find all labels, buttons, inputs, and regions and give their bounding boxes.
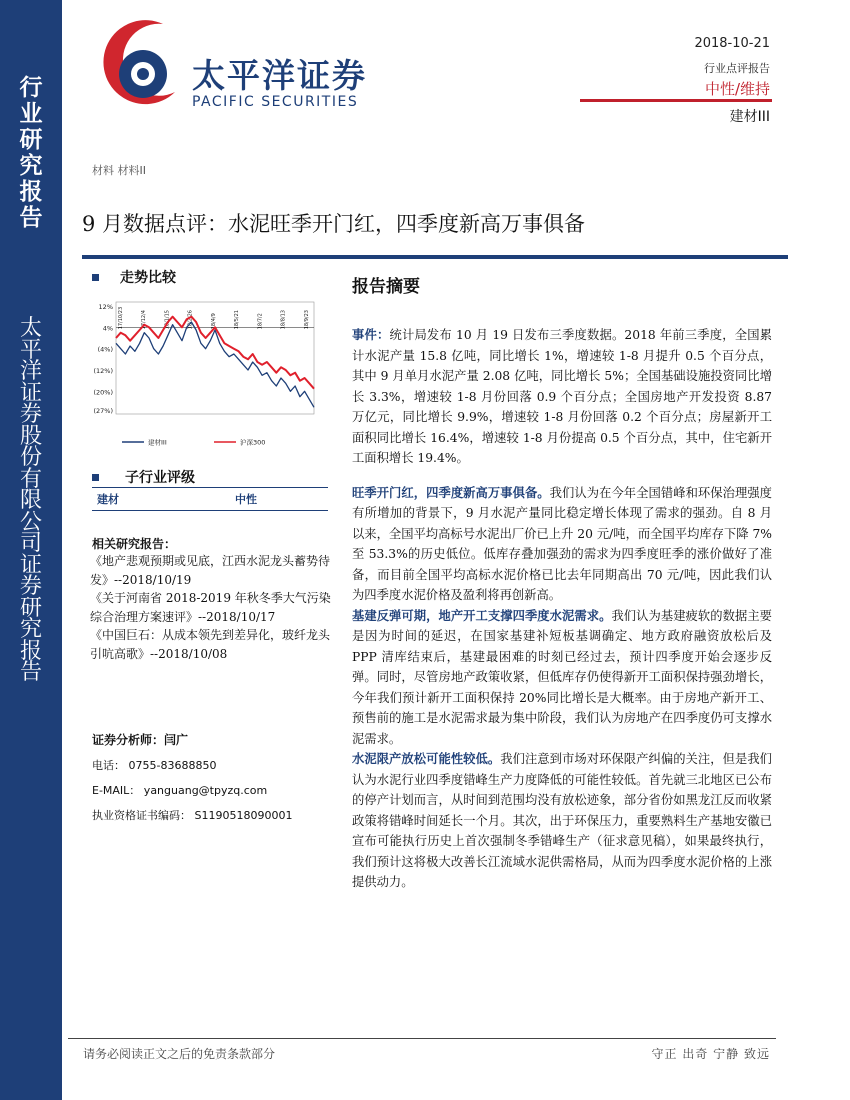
footer-motto: 守正 出奇 宁静 致远 bbox=[651, 1047, 770, 1061]
y-tick-label: 12% bbox=[98, 303, 113, 311]
abstract-paragraph bbox=[352, 606, 772, 750]
analyst-phone: 电话： 0755-83688850 bbox=[92, 759, 217, 772]
sidebar bbox=[0, 0, 62, 1100]
y-tick-label: (20%) bbox=[93, 388, 113, 397]
analyst-heading: 证券分析师：闫广 bbox=[92, 733, 189, 747]
y-tick-label: 4% bbox=[102, 324, 113, 333]
report-date: 2018-10-21 bbox=[694, 36, 770, 51]
x-tick-label: 18/9/23 bbox=[304, 310, 310, 330]
logo-name-en: PACIFIC SECURITIES bbox=[192, 94, 359, 110]
x-tick-label: 18/5/21 bbox=[234, 310, 241, 330]
related-item[interactable]: 《中国巨石：从成本领先到差异化，玻纤龙头引吭高歌》--2018/10/08 bbox=[90, 628, 331, 661]
related-heading: 相关研究报告： bbox=[92, 537, 177, 551]
x-tick-label: 18/4/9 bbox=[211, 313, 217, 330]
y-tick-label: (27%) bbox=[93, 407, 113, 415]
abstract-paragraph bbox=[352, 483, 772, 606]
x-tick-label: 18/1/15 bbox=[164, 310, 171, 330]
analyst-cert: 执业资格证书编码： S1190518090001 bbox=[92, 809, 293, 822]
y-tick-label: (12%) bbox=[93, 367, 113, 375]
paragraph-lead: 基建反弹可期，地产开工支撑四季度水泥需求。 bbox=[352, 607, 612, 623]
abstract-paragraph bbox=[352, 749, 772, 893]
paragraph-lead: 旺季开门红，四季度新高万事俱备。 bbox=[352, 484, 550, 500]
sub-rating-name: 建材 bbox=[97, 493, 119, 506]
bullet-square bbox=[92, 474, 99, 481]
abstract-heading: 报告摘要 bbox=[352, 277, 420, 297]
sidebar-bottom-label: 太 平 洋 证 券 股 份 有 限 公 司 证 券 研 究 报 告 bbox=[19, 316, 42, 685]
footer-divider bbox=[68, 1038, 776, 1039]
paragraph-lead: 事件： bbox=[352, 327, 390, 342]
legend-label: 沪深300 bbox=[240, 438, 266, 447]
sub-rating-heading: 子行业评级 bbox=[125, 470, 195, 486]
sub-rating-value: 中性 bbox=[235, 493, 257, 506]
abstract-paragraph bbox=[352, 325, 772, 469]
abstract-body bbox=[352, 325, 772, 893]
sidebar-top-label: 行 业 研 究 报 告 bbox=[19, 74, 43, 231]
related-list bbox=[90, 552, 334, 663]
report-title: 9 月数据点评：水泥旺季开门红，四季度新高万事俱备 bbox=[82, 212, 586, 236]
x-tick-label: 17/10/23 bbox=[118, 306, 124, 330]
series-line bbox=[116, 322, 314, 407]
paragraph-lead: 水泥限产放松可能性较低。 bbox=[352, 751, 501, 766]
report-type: 行业点评报告 bbox=[704, 62, 770, 75]
x-tick-label: 18/8/13 bbox=[280, 310, 287, 330]
logo-name-cn: 太平洋证券 bbox=[192, 56, 367, 95]
analyst-email[interactable]: E-MAIL： yanguang@tpyzq.com bbox=[92, 784, 268, 797]
company-logo bbox=[93, 18, 183, 114]
paragraph-text: 我们认为基建疲软的数据主要是因为时间的延迟，在国家基建补短板基调确定、地方政府融资放松后及 PPP 清库结束后，基建最困难的时刻已经过去，预计四季度开始会逐步反弹。同时，尽管房地产政策收紧，但低库存仍使得新开工面积保持强劲增长，今年我们预计新开工面积保持 20%同比增长是大概率。由于房地产新开工、预售前的施工是水泥需求最为集中阶段，我们认为房地产在四季度仍可支撑水泥需求。 bbox=[352, 608, 772, 746]
sector: 建材III bbox=[729, 109, 770, 125]
related-item[interactable]: 《地产悲观预期或见底，江西水泥龙头蓄势待发》--2018/10/19 bbox=[90, 554, 331, 587]
table-divider bbox=[92, 487, 328, 488]
paragraph-text: 统计局发布 10 月 19 日发布三季度数据。2018 年前三季度，全国累计水泥产量 15.8 亿吨，同比增长 1%，增速较 1-8 月提升 0.5 个百分点，其中 9 月单月水泥产量 2.08 亿吨，同比增长 5%；全国基础设施投资同比增长 3.3%，增速较 1-8 月份回落 0.9 个百分点；全国房地产开发投资 8.87 万亿元，同比增长 9.9%，增速较 1-8 月份回落 0.2 个百分点；房屋新开工面积同比增长 16.4%，增速较 1-8 月份提高 0.5 个百分点，其中，住宅新开工面积增长 19.4%。 bbox=[352, 328, 772, 465]
legend-label: 建材III bbox=[148, 438, 167, 447]
footer-disclaimer: 请务必阅读正文之后的免责条款部分 bbox=[83, 1047, 276, 1061]
related-item[interactable]: 《关于河南省 2018-2019 年秋冬季大气污染综合治理方案速评》--2018/10/17 bbox=[90, 591, 331, 624]
bullet-square bbox=[92, 274, 99, 281]
paragraph-text: 我们注意到市场对环保限产纠偏的关注，但是我们认为水泥行业四季度错峰生产力度降低的可能性较低。首先就三北地区已公布的停产计划而言，从时间到范围均没有放松迹象，部分省份如黑龙江反而收紧政策将错峰时间延长一个月。其次，出于环保压力，重要熟料生产基地安徽已宣布可能执行历史上首次强制冬季错峰生产（征求意见稿），如果最终执行，我们预计这将极大改善长江流域水泥供需格局，从而为四季度水泥价格的上涨提供动力。 bbox=[352, 752, 772, 889]
header-divider bbox=[580, 99, 772, 102]
trend-chart bbox=[92, 296, 332, 452]
y-tick-label: (4%) bbox=[97, 345, 113, 354]
x-tick-label: 17/12/4 bbox=[141, 310, 148, 330]
paragraph-text: 我们认为在今年全国错峰和环保治理强度有所增加的背景下，9 月水泥产量同比稳定增长体现了需求的强劲。自 8 月以来，全国平均高标号水泥出厂价已上升 20 元/吨，而全国平均库存下降 7%至 53.3%的历史低位。低库存叠加强劲的需求为四季度旺季的涨价做好了准备，而目前全国平均高标水泥价格已比去年同期高出 70 元/吨，因此我们认为四季度水泥价格及盈利将再创新高。 bbox=[352, 485, 772, 602]
industry-path: 材料 材料II bbox=[92, 164, 146, 177]
table-divider bbox=[92, 510, 328, 511]
trend-heading: 走势比较 bbox=[120, 270, 176, 286]
title-divider bbox=[82, 255, 788, 259]
x-tick-label: 18/7/2 bbox=[257, 313, 264, 330]
x-tick-label: 18/2/26 bbox=[187, 310, 194, 330]
rating: 中性/维持 bbox=[704, 80, 770, 98]
